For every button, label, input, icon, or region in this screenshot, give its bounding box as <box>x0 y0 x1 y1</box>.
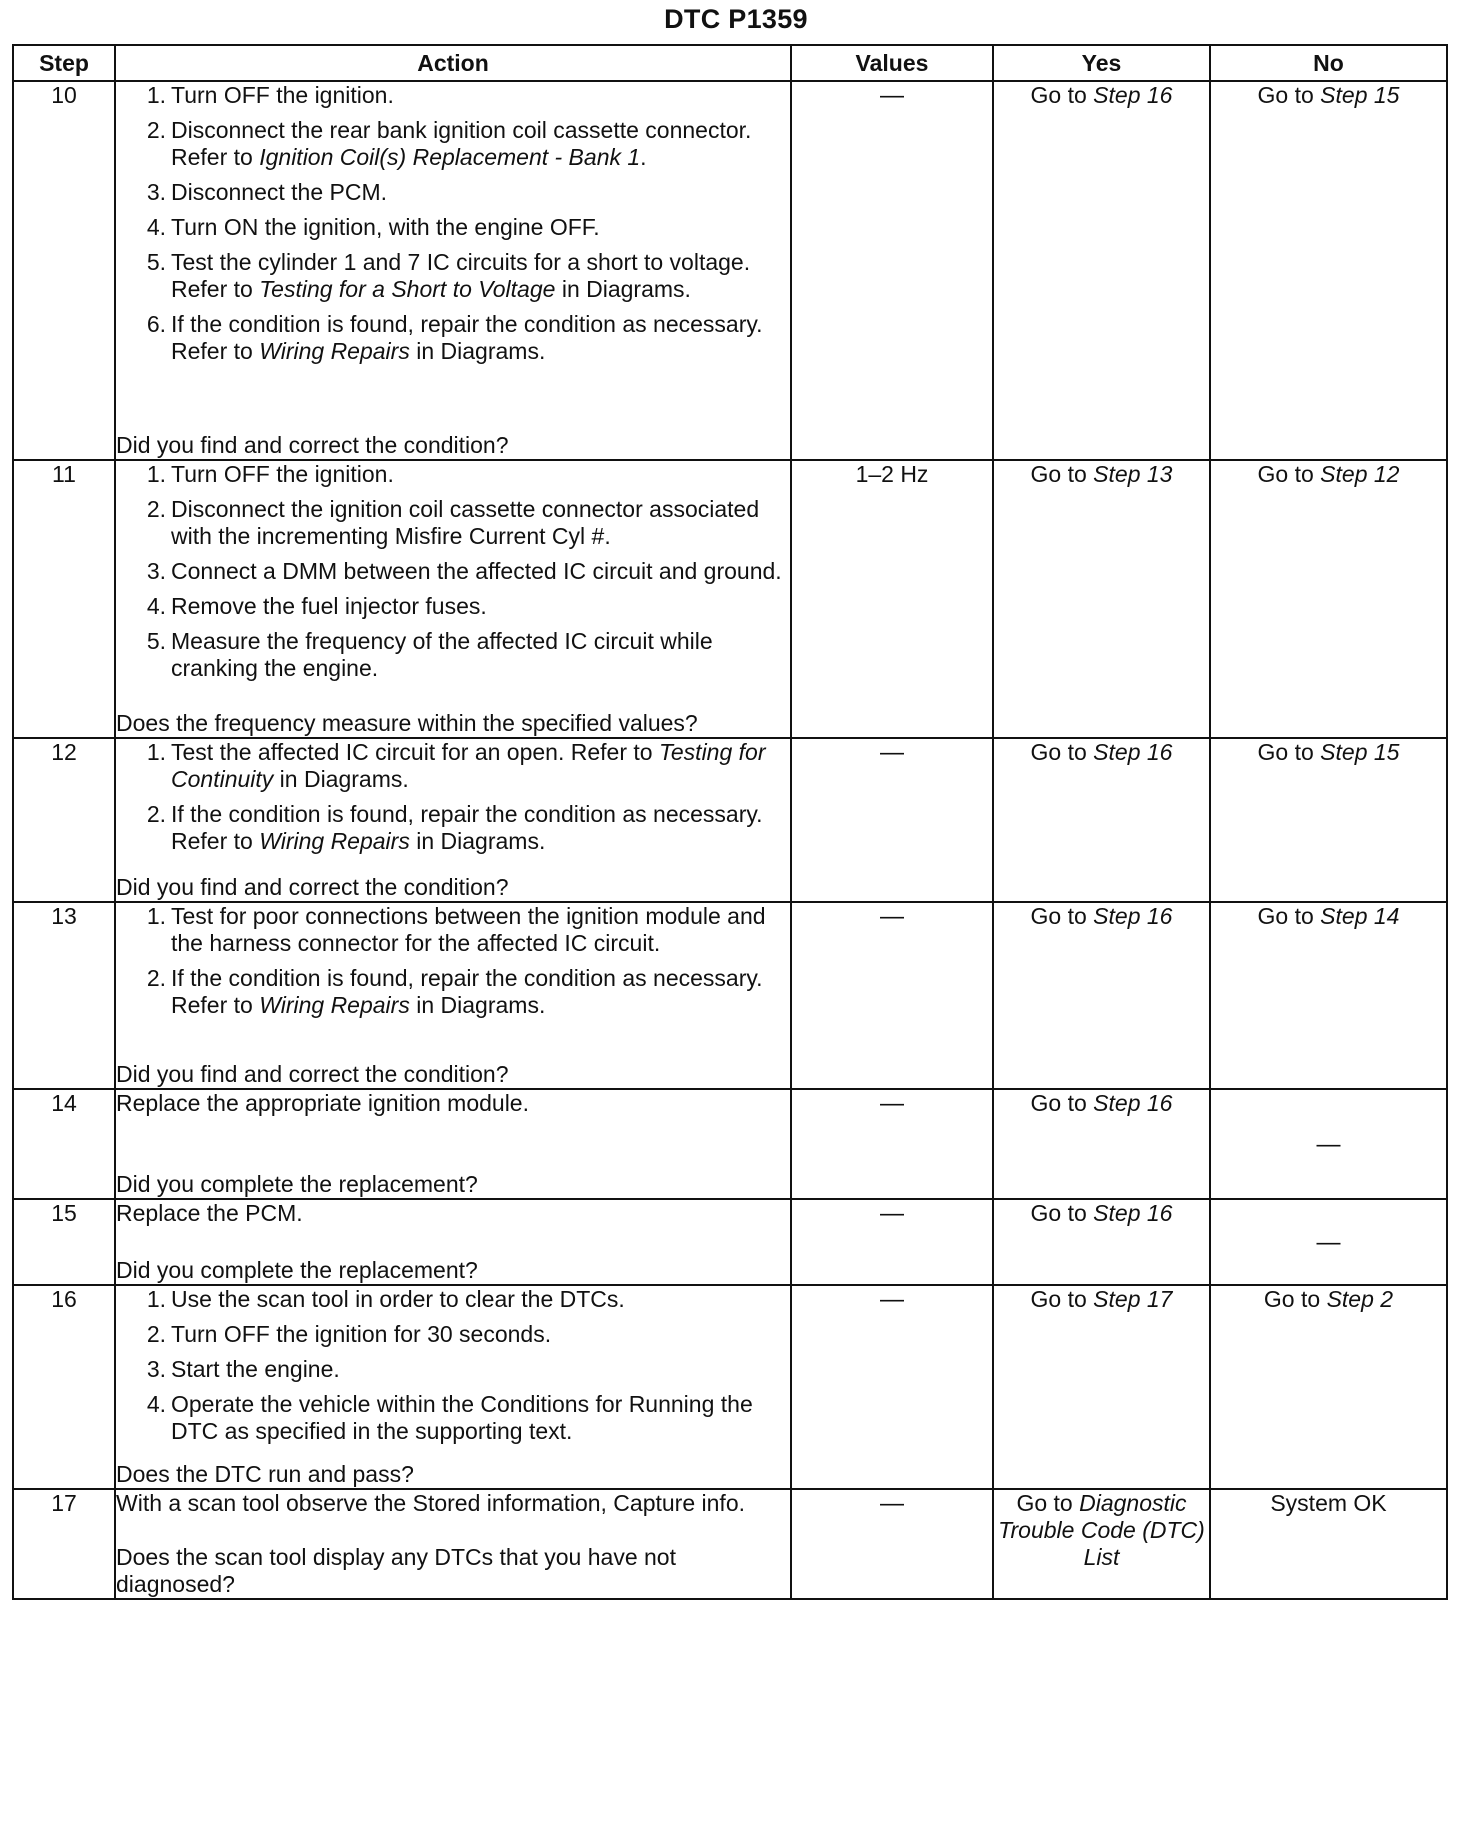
reference-link-text: Wiring Repairs <box>259 992 410 1018</box>
text-run: Turn OFF the ignition for 30 seconds. <box>171 1321 552 1347</box>
no-result <box>1210 1199 1447 1285</box>
no-result <box>1210 1489 1447 1599</box>
text-run: Turn OFF the ignition. <box>171 82 394 108</box>
action-instructions <box>116 1090 790 1117</box>
action-step <box>144 1356 790 1383</box>
value-cell: — <box>791 1199 993 1285</box>
step-number: 14 <box>13 1089 115 1199</box>
text-run: — <box>1316 1228 1341 1256</box>
no-result <box>1210 902 1447 1089</box>
step-index: 3. <box>146 179 166 205</box>
text-run: Turn ON the ignition, with the engine OFF. <box>171 214 600 240</box>
value-cell: — <box>791 738 993 902</box>
value-cell: 1–2 Hz <box>791 460 993 738</box>
text-run: Disconnect the rear bank ignition coil cassette connector. Refer to <box>171 117 752 170</box>
yes-result <box>993 460 1210 738</box>
text-run: Go to <box>1030 1286 1094 1312</box>
action-step <box>144 1391 790 1445</box>
step-index: 2. <box>146 1321 166 1347</box>
text-run: Start the engine. <box>171 1356 340 1382</box>
text-run: Test for poor connections between the ignition module and the harness connector for the affected IC circuit. <box>171 903 766 956</box>
text-run: Go to <box>1030 1200 1094 1226</box>
header-yes: Yes <box>993 45 1210 81</box>
step-index: 5. <box>146 249 166 275</box>
reference-link-text: Step 16 <box>1093 903 1173 929</box>
reference-link-text: Wiring Repairs <box>259 338 410 364</box>
no-result <box>1210 1285 1447 1489</box>
yes-result <box>993 902 1210 1089</box>
step-index: 4. <box>146 214 166 240</box>
action-instructions <box>116 82 790 373</box>
action-step <box>144 628 790 682</box>
yes-result <box>993 1089 1210 1199</box>
no-result <box>1210 1089 1447 1199</box>
reference-link-text: Step 15 <box>1320 82 1400 108</box>
reference-link-text: Step 16 <box>1093 1090 1173 1116</box>
table-row <box>13 460 1447 738</box>
action-step <box>144 801 790 855</box>
yes-result <box>993 738 1210 902</box>
text-run: If the condition is found, repair the condition as necessary. Refer to <box>171 801 763 854</box>
text-run: If the condition is found, repair the condition as necessary. Refer to <box>171 965 763 1018</box>
step-index: 6. <box>146 311 166 337</box>
step-index: 5. <box>146 628 166 654</box>
text-run: in Diagrams. <box>409 338 546 364</box>
table-row <box>13 1489 1447 1599</box>
action-content <box>116 739 790 901</box>
action-step <box>144 558 790 585</box>
reference-link-text: Step 13 <box>1093 461 1173 487</box>
action-content <box>116 1490 790 1598</box>
table-row <box>13 1285 1447 1489</box>
step-index: 1. <box>146 1286 166 1312</box>
value-cell: — <box>791 1089 993 1199</box>
reference-link-text: Step 12 <box>1320 461 1400 487</box>
action-instructions <box>116 1286 790 1453</box>
yes-result <box>993 1199 1210 1285</box>
action-instructions <box>116 903 790 1027</box>
text-run: in Diagrams. <box>409 828 546 854</box>
step-index: 1. <box>146 82 166 108</box>
action-question: Does the DTC run and pass? <box>116 1461 414 1487</box>
table-row <box>13 902 1447 1089</box>
action-steps-list <box>116 739 790 855</box>
text-run: Remove the fuel injector fuses. <box>171 593 487 619</box>
text-run: Disconnect the ignition coil cassette connector associated with the incrementing Misfire Current Cyl #. <box>171 496 760 549</box>
action-content <box>116 461 790 737</box>
text-run: Go to <box>1257 82 1321 108</box>
action-cell <box>115 1089 791 1199</box>
action-step <box>144 179 790 206</box>
reference-link-text: Wiring Repairs <box>259 828 410 854</box>
action-cell <box>115 1285 791 1489</box>
step-index: 4. <box>146 593 166 619</box>
step-index: 2. <box>146 117 166 143</box>
text-run: Go to <box>1030 739 1094 765</box>
action-step <box>144 117 790 171</box>
action-step <box>144 214 790 241</box>
step-number: 17 <box>13 1489 115 1599</box>
action-step <box>144 903 790 957</box>
reference-link-text: Step 15 <box>1320 739 1400 765</box>
action-question: Did you find and correct the condition? <box>116 874 509 900</box>
action-step <box>144 311 790 365</box>
text-run: Go to <box>1016 1490 1080 1516</box>
step-index: 1. <box>146 739 166 765</box>
action-step <box>144 249 790 303</box>
action-text: Replace the PCM. <box>116 1200 303 1226</box>
no-result <box>1210 460 1447 738</box>
action-steps-list <box>116 461 790 682</box>
action-question: Did you find and correct the condition? <box>116 432 509 458</box>
action-instructions <box>116 461 790 690</box>
step-index: 3. <box>146 1356 166 1382</box>
text-run: Connect a DMM between the affected IC circuit and ground. <box>171 558 782 584</box>
reference-link-text: Step 16 <box>1093 1200 1173 1226</box>
reference-link-text: Step 16 <box>1093 82 1173 108</box>
text-run: Go to <box>1030 461 1094 487</box>
action-steps-list <box>116 1286 790 1445</box>
table-header-row <box>13 45 1447 81</box>
reference-link-text: Step 2 <box>1326 1286 1394 1312</box>
diagnostic-table <box>12 44 1448 1600</box>
action-cell <box>115 81 791 460</box>
action-step <box>144 1286 790 1313</box>
action-step <box>144 1321 790 1348</box>
table-row <box>13 738 1447 902</box>
action-content <box>116 1286 790 1488</box>
table-row <box>13 81 1447 460</box>
action-question: Did you complete the replacement? <box>116 1171 478 1197</box>
action-question: Did you find and correct the condition? <box>116 1061 509 1087</box>
action-content <box>116 903 790 1088</box>
action-step <box>144 593 790 620</box>
action-content <box>116 82 790 459</box>
reference-link-text: Step 14 <box>1320 903 1400 929</box>
step-index: 1. <box>146 903 166 929</box>
no-result <box>1210 81 1447 460</box>
header-action: Action <box>115 45 791 81</box>
text-run: Go to <box>1257 739 1321 765</box>
action-cell <box>115 738 791 902</box>
value-cell: — <box>791 1285 993 1489</box>
step-number: 11 <box>13 460 115 738</box>
yes-result <box>993 81 1210 460</box>
action-text: Replace the appropriate ignition module. <box>116 1090 529 1116</box>
text-run: Disconnect the PCM. <box>171 179 388 205</box>
action-question: Does the frequency measure within the specified values? <box>116 710 698 736</box>
action-cell <box>115 460 791 738</box>
yes-result <box>993 1489 1210 1599</box>
text-run: Go to <box>1257 903 1321 929</box>
action-step <box>144 496 790 550</box>
table-body <box>13 81 1447 1599</box>
action-instructions <box>116 739 790 863</box>
step-index: 4. <box>146 1391 166 1417</box>
action-content <box>116 1200 790 1284</box>
reference-link-text: Diagnostic Trouble Code (DTC) List <box>998 1490 1205 1570</box>
action-step <box>144 461 790 488</box>
reference-link-text: Ignition Coil(s) Replacement - Bank 1 <box>259 144 641 170</box>
value-cell: — <box>791 1489 993 1599</box>
text-run: — <box>1316 1130 1341 1158</box>
header-values: Values <box>791 45 993 81</box>
step-index: 3. <box>146 558 166 584</box>
text-run: Go to <box>1030 82 1094 108</box>
step-number: 15 <box>13 1199 115 1285</box>
reference-link-text: Testing for a Short to Voltage <box>259 276 556 302</box>
reference-link-text: Step 16 <box>1093 739 1173 765</box>
action-cell <box>115 1199 791 1285</box>
text-run: Test the cylinder 1 and 7 IC circuits for a short to voltage. Refer to <box>171 249 751 302</box>
step-number: 10 <box>13 81 115 460</box>
action-content <box>116 1090 790 1198</box>
action-step <box>144 965 790 1019</box>
value-cell: — <box>791 81 993 460</box>
action-step <box>144 739 790 793</box>
header-step: Step <box>13 45 115 81</box>
table-row <box>13 1199 1447 1285</box>
text-run: Turn OFF the ignition. <box>171 461 394 487</box>
text-run: Operate the vehicle within the Conditions for Running the DTC as specified in the supporting text. <box>171 1391 753 1444</box>
text-run: System OK <box>1270 1490 1387 1516</box>
step-number: 13 <box>13 902 115 1089</box>
text-run: Measure the frequency of the affected IC circuit while cranking the engine. <box>171 628 713 681</box>
action-question: Did you complete the replacement? <box>116 1257 478 1283</box>
text-run: . <box>640 144 647 170</box>
step-index: 1. <box>146 461 166 487</box>
reference-link-text: Step 17 <box>1093 1286 1173 1312</box>
header-no: No <box>1210 45 1447 81</box>
document-title: DTC P1359 <box>664 4 808 34</box>
step-index: 2. <box>146 801 166 827</box>
table-row <box>13 1089 1447 1199</box>
text-run: in Diagrams. <box>409 992 546 1018</box>
step-number: 12 <box>13 738 115 902</box>
text-run: Go to <box>1030 903 1094 929</box>
step-index: 2. <box>146 965 166 991</box>
text-run: Use the scan tool in order to clear the DTCs. <box>171 1286 625 1312</box>
action-question: Does the scan tool display any DTCs that you have not diagnosed? <box>116 1544 676 1597</box>
reference-link-text: Testing for Continuity <box>171 739 766 792</box>
text-run: in Diagrams. <box>555 276 691 302</box>
action-steps-list <box>116 903 790 1019</box>
step-index: 2. <box>146 496 166 522</box>
value-cell: — <box>791 902 993 1089</box>
action-cell <box>115 902 791 1089</box>
text-run: Go to <box>1030 1090 1094 1116</box>
text-run: Test the affected IC circuit for an open. Refer to <box>171 739 659 765</box>
action-text: With a scan tool observe the Stored information, Capture info. <box>116 1490 745 1516</box>
text-run: Go to <box>1263 1286 1327 1312</box>
action-instructions <box>116 1200 790 1227</box>
action-instructions <box>116 1490 790 1517</box>
text-run: If the condition is found, repair the condition as necessary. Refer to <box>171 311 763 364</box>
step-number: 16 <box>13 1285 115 1489</box>
action-steps-list <box>116 82 790 365</box>
action-cell <box>115 1489 791 1599</box>
text-run: Go to <box>1257 461 1321 487</box>
no-result <box>1210 738 1447 902</box>
yes-result <box>993 1285 1210 1489</box>
action-step <box>144 82 790 109</box>
text-run: in Diagrams. <box>273 766 409 792</box>
